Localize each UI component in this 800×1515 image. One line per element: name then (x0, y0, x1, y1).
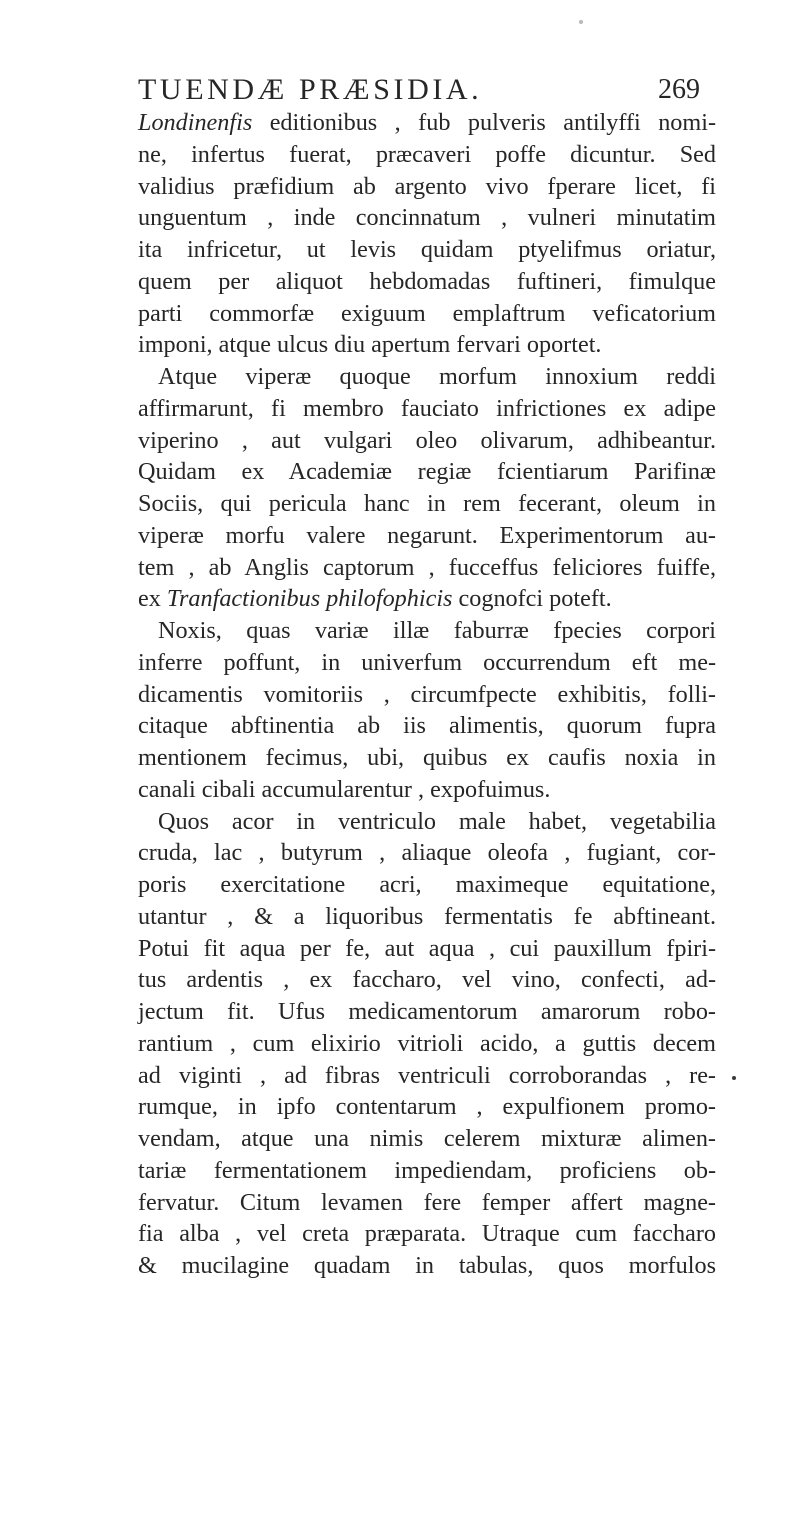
text-line (138, 964, 716, 996)
text-line (138, 901, 716, 933)
text-run: viperæ morfu valere negarunt. Experimentorum au- (138, 521, 716, 549)
text-run: ad viginti , ad fibras ventriculi corroborandas , re- (138, 1061, 716, 1089)
text-line (138, 869, 716, 901)
text-run: inferre poffunt, in univerfum occurrendum eft me- (138, 648, 716, 676)
text-run: fia alba , vel creta præparata. Utraque cum faccharo (138, 1220, 716, 1248)
text-run: tus ardentis , ex faccharo, vel vino, confecti, ad- (138, 966, 716, 994)
text-line (138, 202, 716, 234)
text-line (138, 933, 716, 965)
text-run: editionibus , fub pulveris antilyffi nomi- (252, 109, 716, 136)
text-run: & mucilagine quadam in tabulas, quos morfulos (138, 1252, 716, 1279)
text-line (138, 488, 716, 520)
text-run: tariæ fermentationem impediendam, proficiens ob- (138, 1156, 716, 1184)
text-run: utantur , & a liquoribus fermentatis fe abftineant. (138, 902, 716, 930)
text-line (138, 425, 716, 457)
text-run: Atque viperæ quoque morfum innoxium reddi (158, 363, 716, 390)
text-line (138, 679, 716, 711)
text-line (138, 583, 716, 615)
text-run: imponi, atque ulcus diu apertum fervari oportet. (138, 331, 602, 359)
text-run: quem per aliquot hebdomadas fuftineri, fimulque (138, 267, 716, 295)
italic-text: Londinenfis (138, 109, 253, 136)
text-line (138, 234, 716, 266)
text-run: citaque abftinentia ab iis alimentis, quorum fupra (138, 712, 716, 740)
text-line (138, 329, 716, 361)
page-header (138, 70, 700, 110)
text-run: unguentum , inde concinnatum , vulneri minutatim (138, 204, 716, 232)
text-run: Quidam ex Academiæ regiæ fcientiarum Parifinæ (138, 458, 716, 486)
text-run: viperino , aut vulgari oleo olivarum, adhibeantur. (138, 426, 716, 454)
text-run: Sociis, qui pericula hanc in rem fecerant, oleum in (138, 490, 716, 517)
page-number: 269 (658, 74, 700, 105)
text-line (138, 806, 716, 838)
text-run: dicamentis vomitoriis , circumfpecte exhibitis, folli- (138, 680, 716, 708)
text-run: rumque, in ipfo contentarum , expulfionem promo- (138, 1093, 716, 1121)
text-line (138, 1250, 716, 1282)
text-run: Quos acor in ventriculo male habet, vegetabilia (158, 807, 716, 835)
ink-speck (579, 20, 583, 24)
text-line (138, 742, 716, 774)
text-run: cruda, lac , butyrum , aliaque oleofa , fugiant, cor- (138, 839, 716, 867)
text-line (138, 996, 716, 1028)
text-line (138, 1060, 716, 1092)
text-line (138, 1091, 716, 1123)
text-line (138, 266, 716, 298)
text-line (138, 1218, 716, 1250)
text-line (138, 615, 716, 647)
margin-mark (732, 1076, 736, 1080)
text-line (138, 647, 716, 679)
text-run: Potui fit aqua per fe, aut aqua , cui pauxillum fpiri- (138, 934, 716, 962)
text-line (138, 361, 716, 393)
body-text (138, 107, 716, 1282)
text-line (138, 393, 716, 425)
text-line (138, 139, 716, 171)
text-line (138, 1028, 716, 1060)
text-line (138, 837, 716, 869)
text-run: Noxis, quas variæ illæ faburræ fpecies corpori (158, 617, 716, 644)
text-run: ita infricetur, ut levis quidam ptyelifmus oriatur, (138, 236, 716, 263)
text-line (138, 1155, 716, 1187)
text-line (138, 520, 716, 552)
text-line (138, 1123, 716, 1155)
text-run: jectum fit. Ufus medicamentorum amarorum robo- (138, 998, 716, 1025)
text-run: validius præfidium ab argento vivo fperare licet, fi (138, 172, 716, 200)
running-head: TUENDÆ PRÆSIDIA. (138, 73, 483, 106)
text-run: ne, infertus fuerat, præcaveri poffe dicuntur. Sed (138, 140, 716, 168)
text-run: fervatur. Citum levamen fere femper affert magne- (138, 1188, 716, 1216)
text-line (138, 171, 716, 203)
text-run: affirmarunt, fi membro fauciato infrictiones ex adipe (138, 394, 716, 422)
text-line (138, 1187, 716, 1219)
text-run: tem , ab Anglis captorum , fucceffus feliciores fuiffe, (138, 553, 716, 581)
text-run: cognofci poteft. (452, 585, 612, 613)
italic-text: Tranfactionibus philofophicis (166, 585, 453, 613)
text-line (138, 710, 716, 742)
text-line (138, 552, 716, 584)
text-line (138, 298, 716, 330)
text-run: canali cibali accumularentur , expofuimus. (138, 775, 551, 803)
text-line (138, 107, 716, 139)
text-run: rantium , cum elixirio vitrioli acido, a guttis decem (138, 1029, 716, 1057)
text-line (138, 456, 716, 488)
text-run: poris exercitatione acri, maximeque equitatione, (138, 871, 716, 898)
text-run: mentionem fecimus, ubi, quibus ex caufis noxia in (138, 744, 716, 771)
text-line (138, 774, 716, 806)
text-run: vendam, atque una nimis celerem mixturæ alimen- (138, 1125, 716, 1152)
text-run: ex (138, 585, 167, 613)
text-run: parti commorfæ exiguum emplaftrum veficatorium (138, 299, 716, 327)
